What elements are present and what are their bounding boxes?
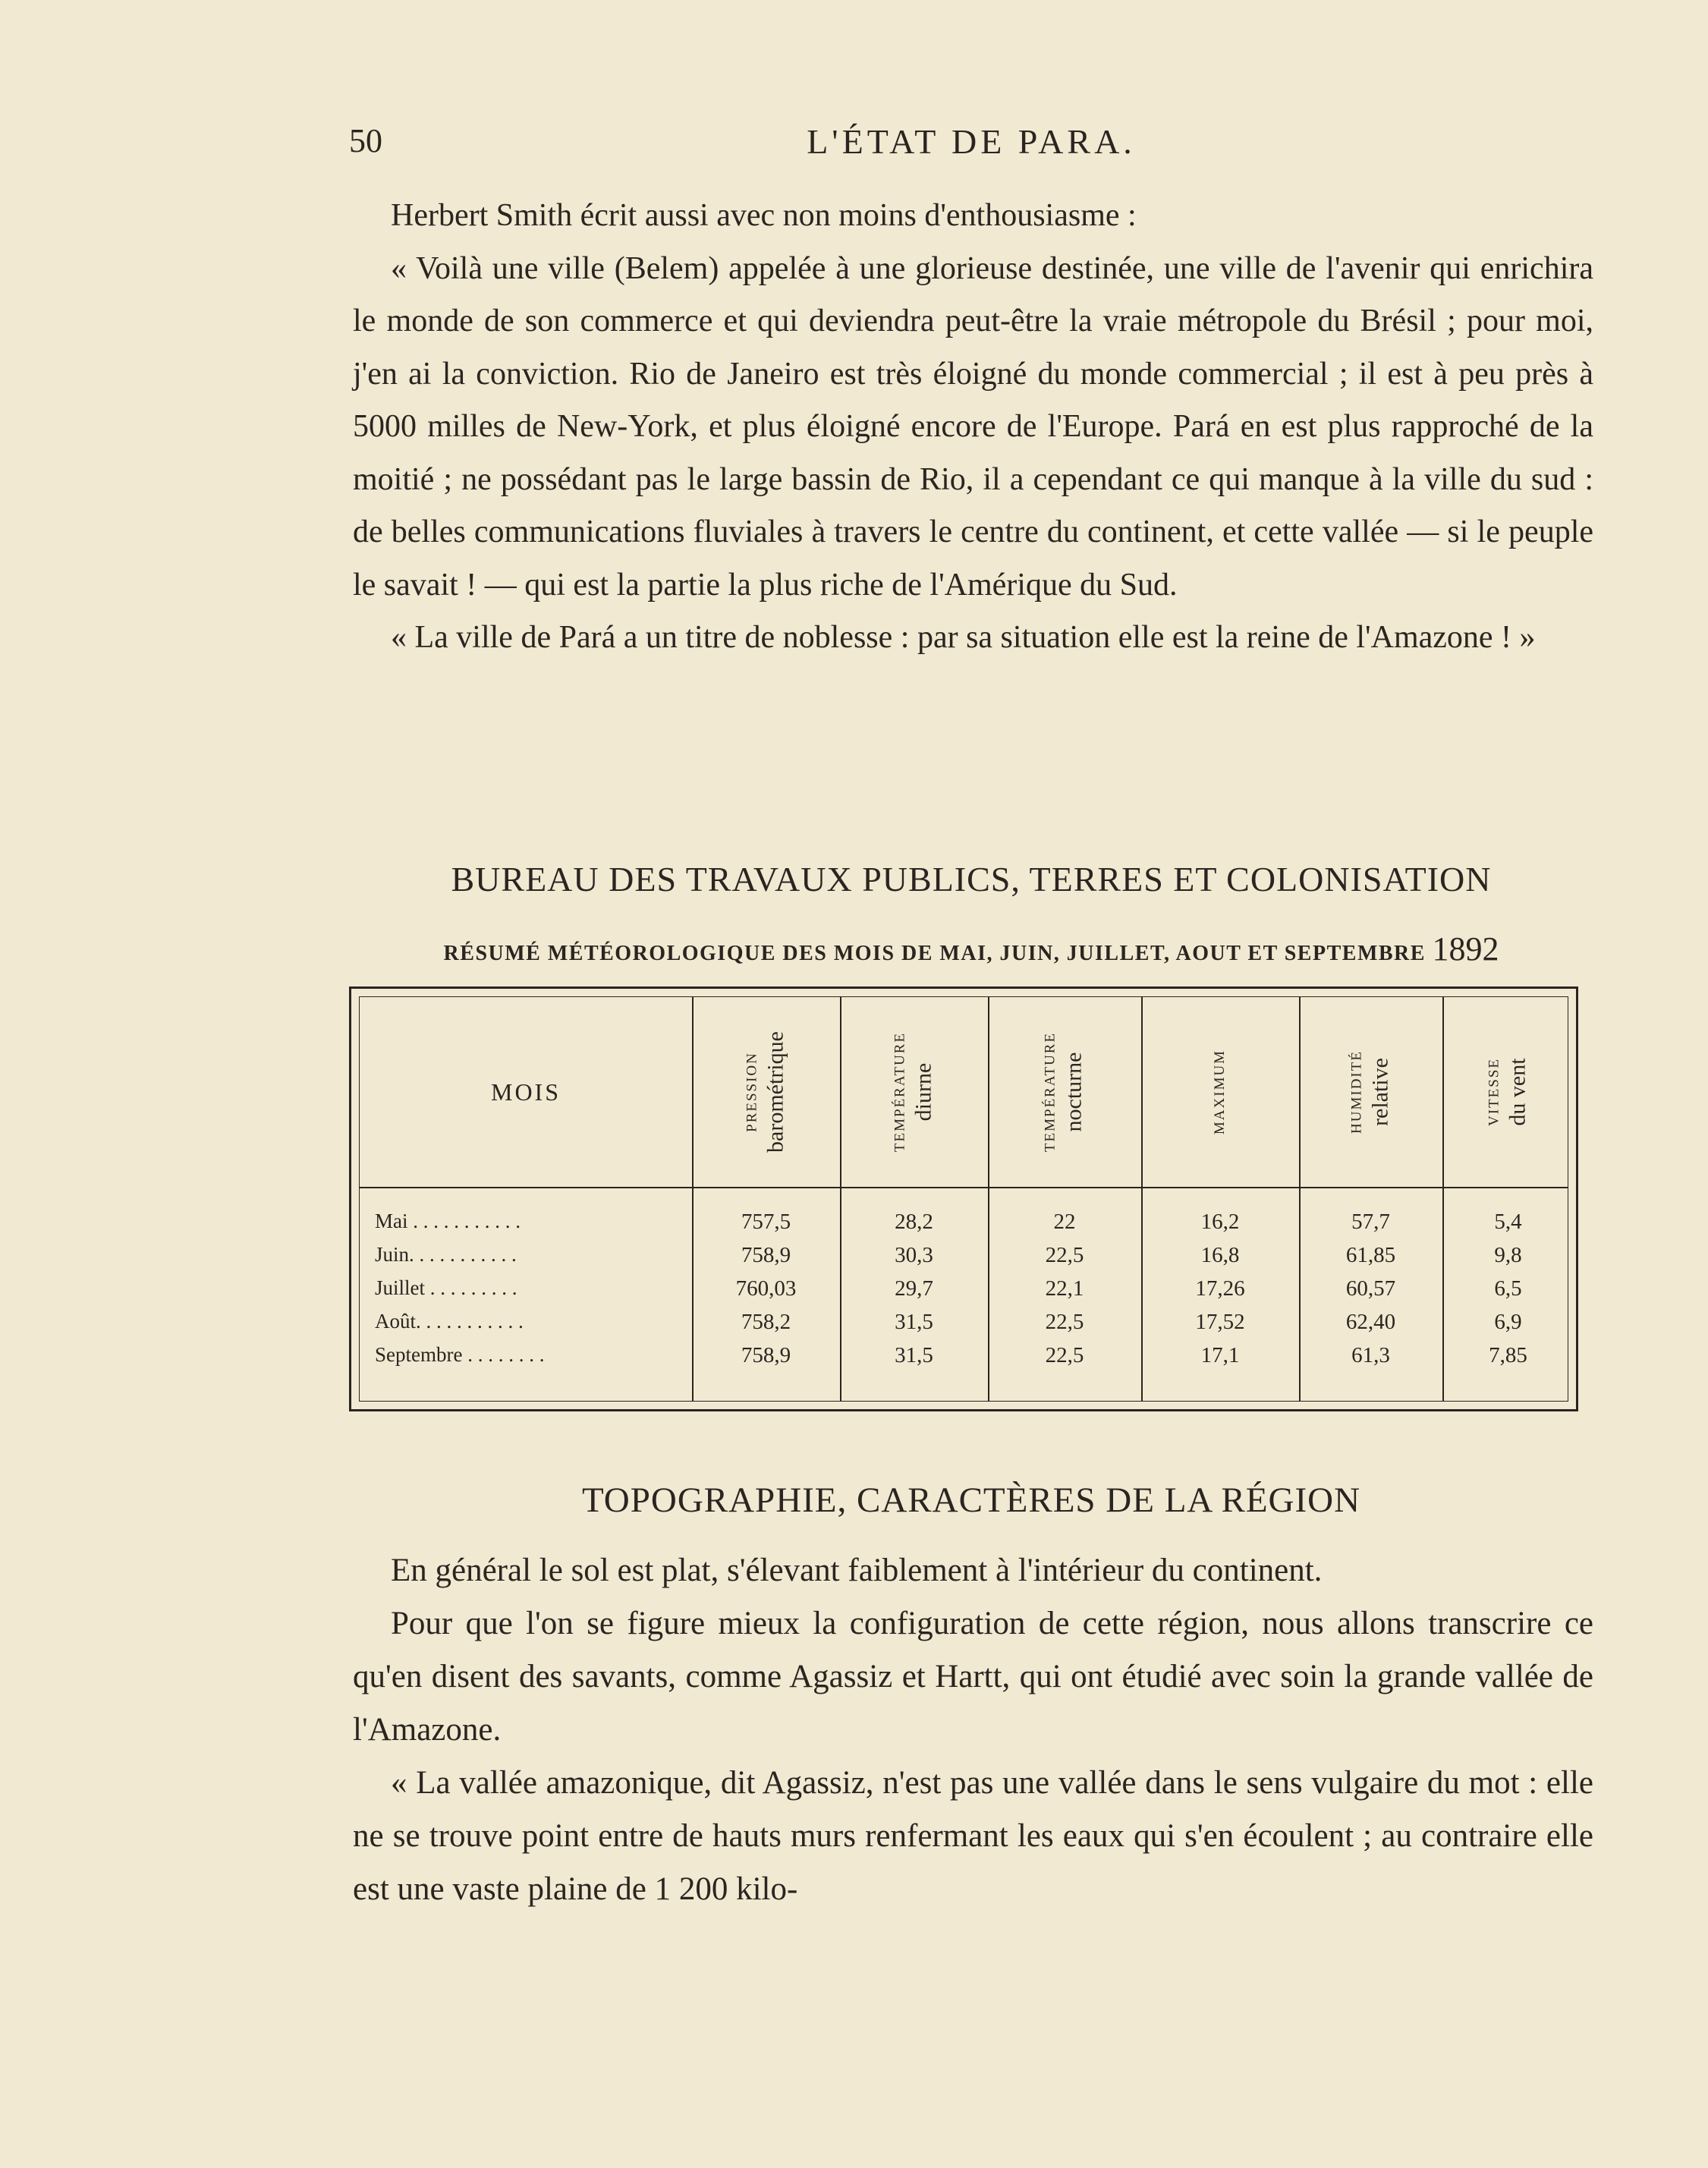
cell-temp-diurne: 28,2 (895, 1210, 933, 1234)
cell-mois: Août. . . . . . . . . . . (375, 1310, 524, 1333)
cell-humidite: 60,57 (1345, 1276, 1396, 1301)
cell-vitesse: 9,8 (1494, 1243, 1522, 1267)
cell-vitesse: 6,5 (1494, 1276, 1522, 1301)
cell-mois: Septembre . . . . . . . . (375, 1343, 545, 1366)
header-mois: MOIS (490, 1078, 561, 1106)
header-temp-diurne (840, 997, 988, 1187)
cell-humidite: 57,7 (1351, 1210, 1390, 1234)
table-row (360, 1210, 1568, 1243)
cell-mois: Mai . . . . . . . . . . . (375, 1210, 521, 1232)
cell-temp-nocturne: 22,5 (1045, 1310, 1084, 1334)
table-row (360, 1343, 1568, 1377)
cell-vitesse: 5,4 (1494, 1210, 1522, 1234)
cell-vitesse: 7,85 (1489, 1343, 1527, 1367)
paragraph: « La vallée amazonique, dit Agassiz, n'est pas une vallée dans le sens vulgaire du mot : elle ne se trouve point entre de hauts murs renfermant les eaux qui s'en écoulent ; au contraire elle est une vaste plaine de 1 200 kilo- (353, 1765, 1593, 1907)
cell-temp-diurne: 31,5 (895, 1343, 933, 1367)
topography-title: TOPOGRAPHIE, CARACTÈRES DE LA RÉGION (581, 1480, 1361, 1520)
header-caption: TEMPÉRATURE (1042, 1031, 1058, 1153)
cell-pression: 758,2 (741, 1310, 791, 1334)
cell-humidite: 62,40 (1345, 1310, 1396, 1334)
header-caption: MAXIMUM (1212, 1049, 1228, 1135)
header-humidite (1299, 997, 1442, 1187)
cell-humidite: 61,85 (1345, 1243, 1396, 1267)
header-caption: PRESSION (743, 1052, 760, 1132)
cell-maximum: 16,8 (1200, 1243, 1240, 1267)
cell-temp-nocturne: 22,5 (1045, 1343, 1084, 1367)
header-caption: TEMPÉRATURE (891, 1031, 907, 1153)
bureau-title: BUREAU DES TRAVAUX PUBLICS, TERRES ET COLONISATION (451, 860, 1492, 898)
cell-mois: Juillet . . . . . . . . . (375, 1276, 517, 1299)
header-subcaption: barométrique (762, 1031, 788, 1153)
cell-pression: 758,9 (741, 1243, 791, 1267)
header-rule (360, 1187, 1568, 1188)
cell-temp-nocturne: 22,1 (1045, 1276, 1084, 1301)
header-subcaption: diurne (910, 1062, 936, 1122)
running-title: L'ÉTAT DE PARA. (807, 122, 1136, 161)
cell-humidite: 61,3 (1351, 1343, 1390, 1367)
page-number: 50 (349, 122, 382, 159)
header-pression (692, 997, 840, 1187)
table-subtitle-text: RÉSUMÉ MÉTÉOROLOGIQUE DES MOIS DE MAI, JUIN, JUILLET, AOUT ET SEPTEMBRE (443, 942, 1426, 965)
cell-pression: 758,9 (741, 1343, 791, 1367)
cell-maximum: 16,2 (1200, 1210, 1240, 1234)
header-temp-nocturne (988, 997, 1141, 1187)
cell-pression: 757,5 (741, 1210, 791, 1234)
meteo-table-inner (359, 996, 1568, 1402)
paragraph: « Voilà une ville (Belem) appelée à une glorieuse destinée, une ville de l'avenir qui enrichira le monde de son commerce et qui deviendra peut-être la vraie métropole du Brésil ; pour moi, j'en ai la conviction. Rio de Janeiro est très éloigné du monde commercial ; il est à peu près à 5000 milles de New-York, et plus éloigné encore de l'Europe. Pará en est plus rapproché de la moitié ; ne possédant pas le large bassin de Rio, il a cependant ce qui manque à la ville du sud : de belles communications fluviales à travers le centre du continent, et cette vallée — si le peuple le savait ! — qui est la partie la plus riche de l'Amérique du Sud. (353, 250, 1593, 603)
cell-pression: 760,03 (735, 1276, 797, 1301)
header-caption: HUMIDITÉ (1348, 1050, 1364, 1134)
header-maximum (1141, 997, 1299, 1187)
table-row (360, 1243, 1568, 1276)
cell-temp-nocturne: 22,5 (1045, 1243, 1084, 1267)
paragraph: Herbert Smith écrit aussi avec non moins d'enthousiasme : (391, 198, 1137, 233)
header-subcaption: nocturne (1061, 1052, 1087, 1132)
table-subtitle (349, 930, 1593, 968)
body-text-top (353, 190, 1593, 665)
meteo-table (349, 986, 1578, 1411)
cell-temp-diurne: 31,5 (895, 1310, 933, 1334)
header-vitesse (1442, 997, 1574, 1187)
body-text-bottom (353, 1544, 1593, 1916)
cell-maximum: 17,52 (1195, 1310, 1245, 1334)
page-header (349, 121, 1593, 167)
header-subcaption: du vent (1504, 1058, 1530, 1126)
cell-temp-nocturne: 22 (1053, 1210, 1076, 1234)
paragraph: Pour que l'on se figure mieux la configuration de cette région, nous allons transcrire ce qu'en disent des savants, comme Agassiz et Hartt, qui ont étudié avec soin la grande vallée de l'Amazone. (353, 1606, 1593, 1748)
cell-maximum: 17,1 (1200, 1343, 1240, 1367)
table-subtitle-year: 1892 (1432, 930, 1499, 968)
cell-maximum: 17,26 (1195, 1276, 1245, 1301)
header-caption: VITESSE (1485, 1058, 1502, 1126)
header-subcaption: relative (1367, 1058, 1392, 1126)
cell-vitesse: 6,9 (1494, 1310, 1522, 1334)
paragraph: « La ville de Pará a un titre de noblesse : par sa situation elle est la reine de l'Amazone ! » (391, 620, 1536, 655)
cell-temp-diurne: 29,7 (895, 1276, 933, 1301)
paragraph: En général le sol est plat, s'élevant faiblement à l'intérieur du continent. (391, 1553, 1323, 1588)
table-row (360, 1310, 1568, 1343)
cell-temp-diurne: 30,3 (895, 1243, 933, 1267)
table-row (360, 1276, 1568, 1310)
cell-mois: Juin. . . . . . . . . . . (375, 1243, 517, 1266)
